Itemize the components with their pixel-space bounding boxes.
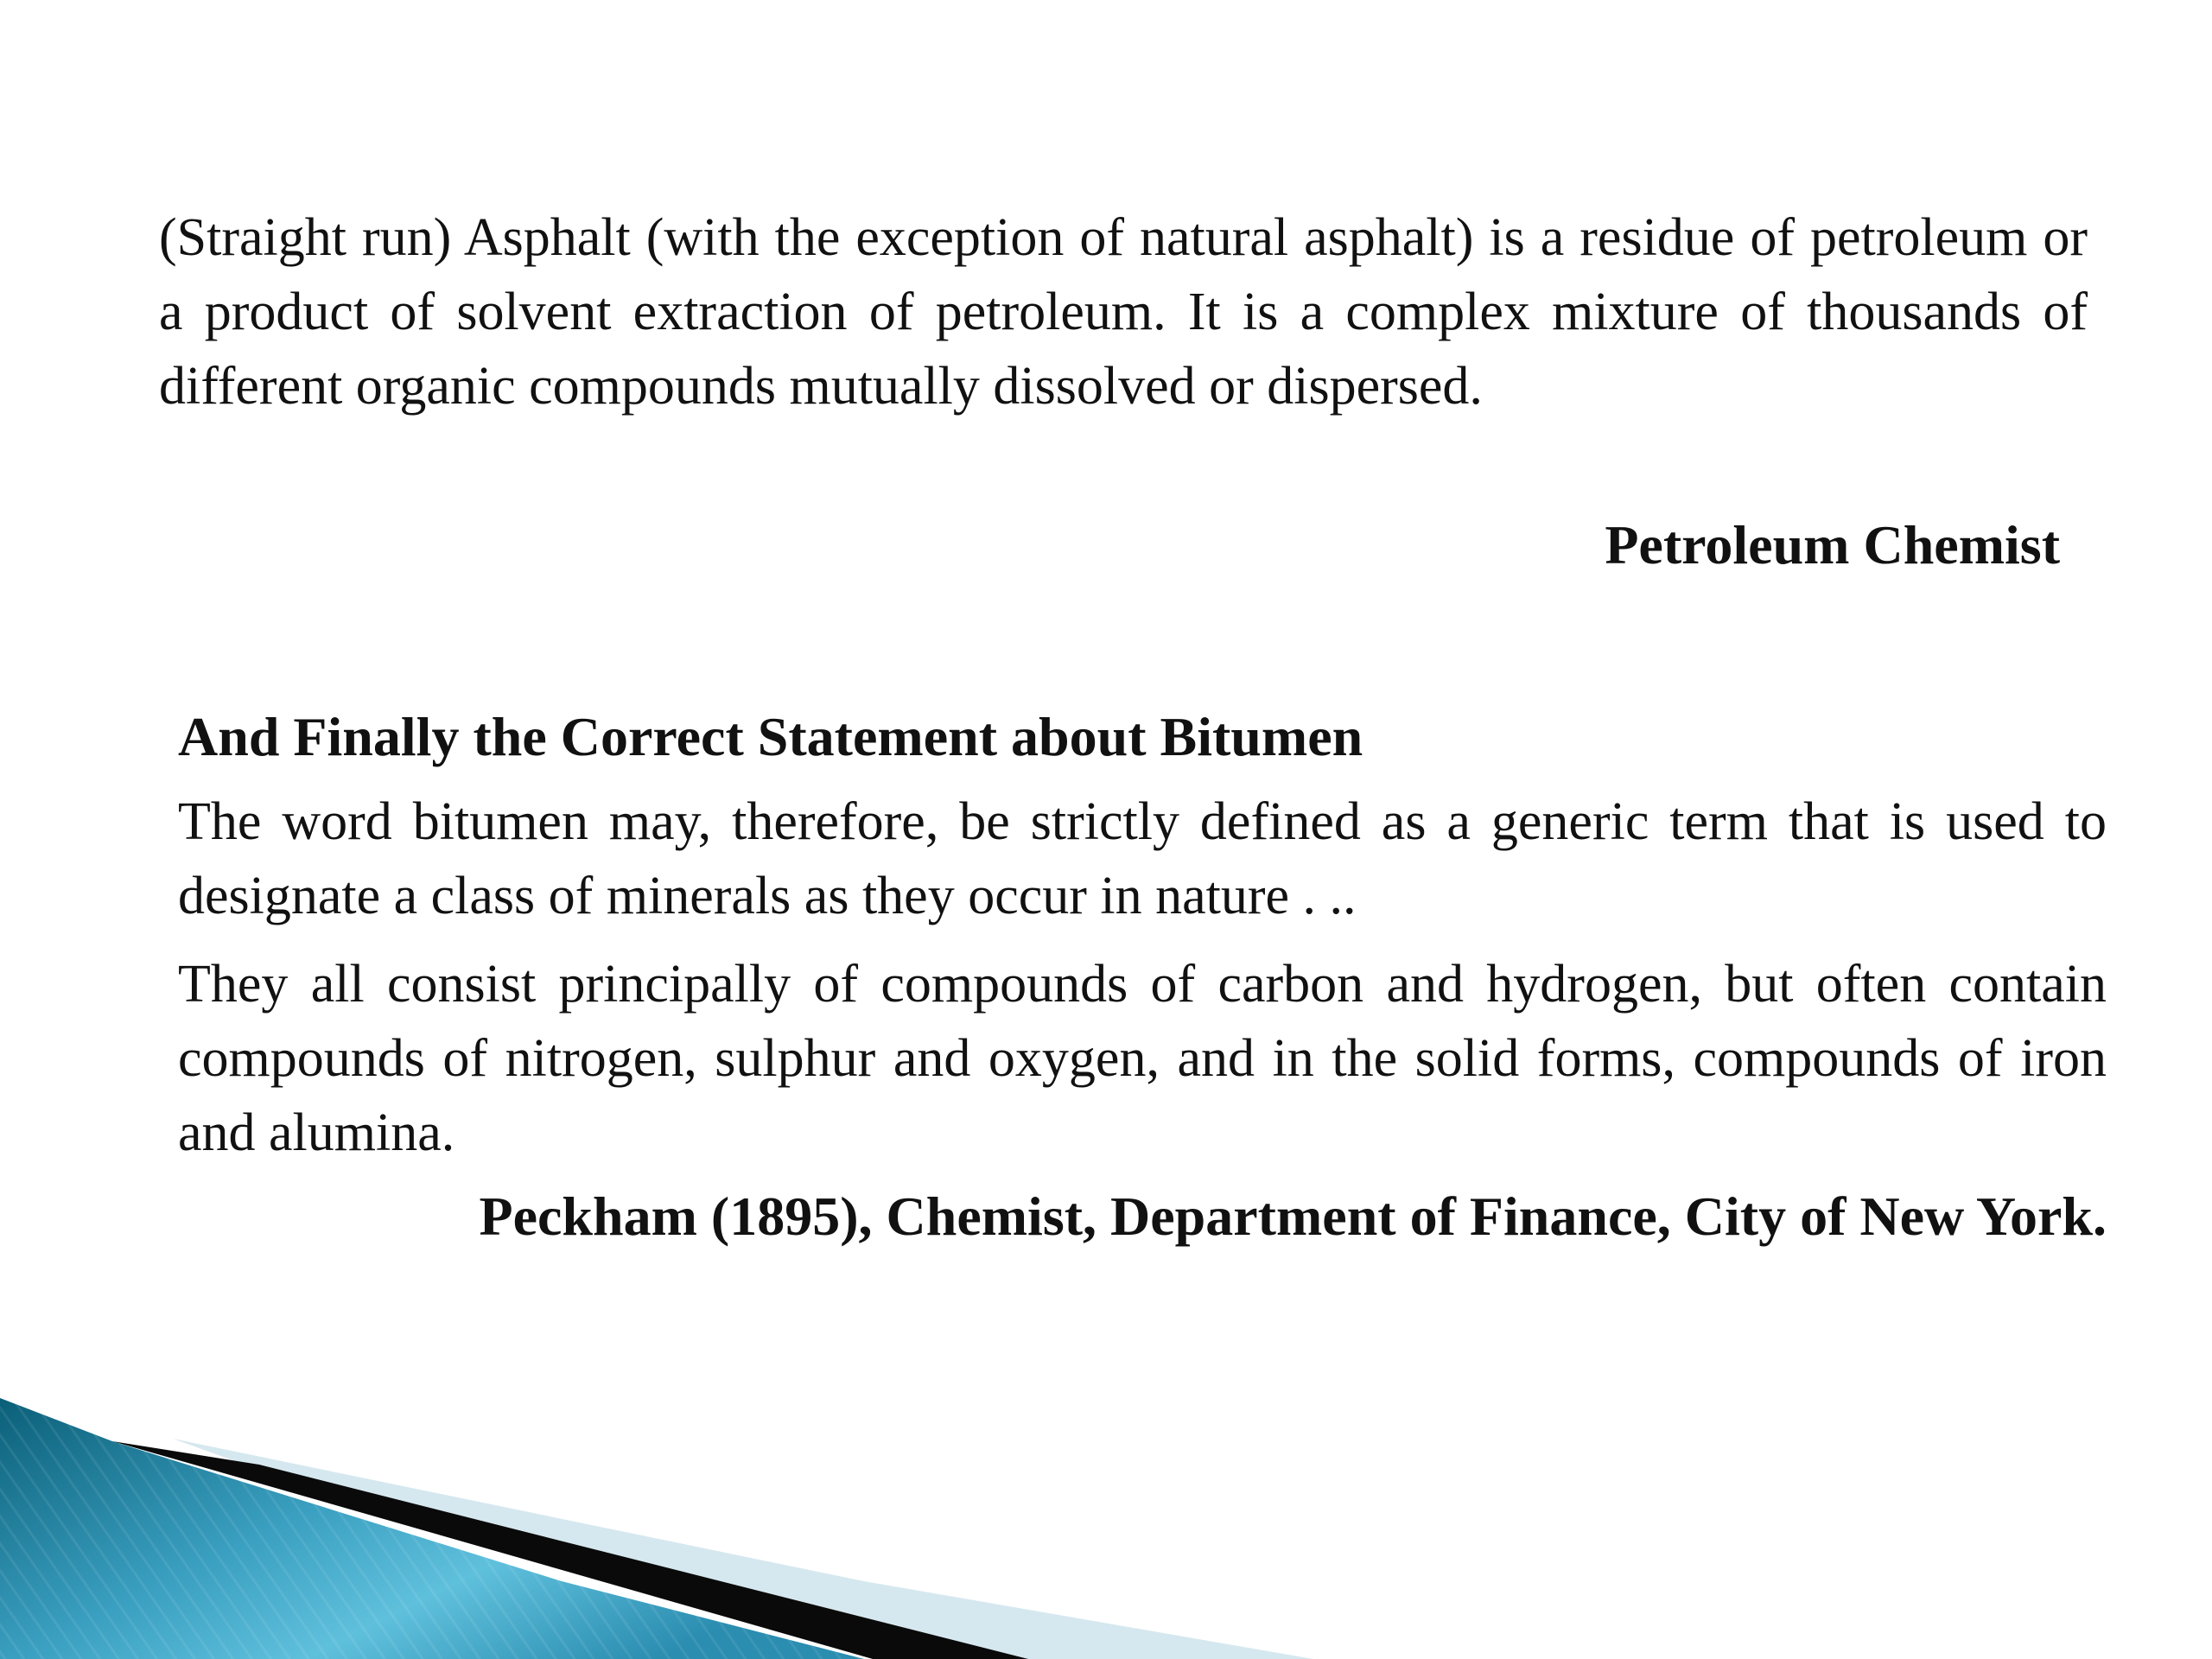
bitumen-section-heading: And Finally the Correct Statement about Bitumen xyxy=(178,706,1363,767)
petroleum-chemist-attribution: Petroleum Chemist xyxy=(1605,514,2060,575)
bitumen-definition-paragraph: The word bitumen may, therefore, be strictly defined as a generic term that is used to designate a class of minerals as they occur in nature . .. xyxy=(178,792,2107,925)
peckham-attribution: Peckham (1895), Chemist, Department of Finance, City of New York. xyxy=(479,1185,2107,1247)
asphalt-definition-paragraph: (Straight run) Asphalt (with the exception of natural asphalt) is a residue of petroleum or a product of solvent extraction of petroleum. It is a complex mixture of thousands of different organic compounds mutually dissolved or dispersed. xyxy=(159,208,2088,416)
bitumen-composition-paragraph: They all consist principally of compounds of carbon and hydrogen, but often contain compounds of nitrogen, sulphur and oxygen, and in the solid forms, compounds of iron and alumina. xyxy=(178,955,2107,1162)
